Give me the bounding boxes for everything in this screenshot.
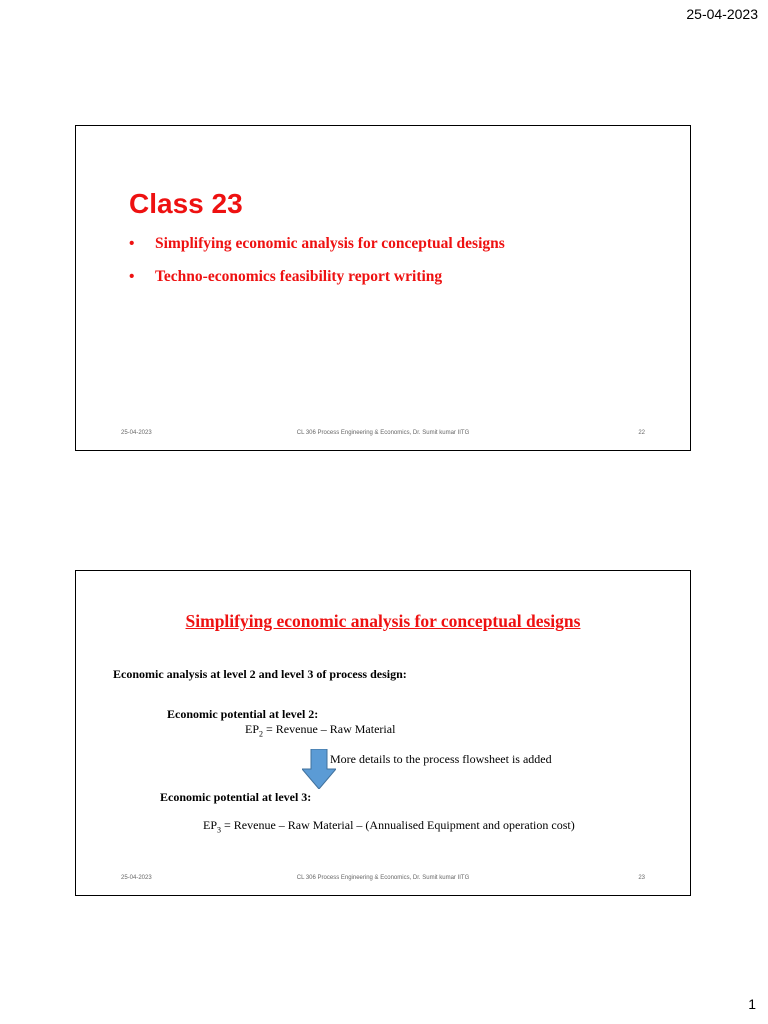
footer-course: CL 306 Process Engineering & Economics, Dr. Sumit kumar IITG	[296, 875, 470, 881]
arrow-note: More details to the process flowsheet is added	[330, 752, 552, 766]
ep3-expression: = Revenue – Raw Material – (Annualised Equipment and operation cost)	[221, 818, 575, 832]
bullet-icon: •	[129, 268, 135, 285]
bullet-icon: •	[129, 235, 135, 252]
slide-title: Simplifying economic analysis for conceptual designs	[185, 611, 581, 631]
bullet-item	[129, 268, 505, 286]
level3-heading: Economic potential at level 3:	[160, 790, 312, 804]
footer-date: 25-04-2023	[121, 430, 152, 436]
page-date: 25-04-2023	[686, 6, 758, 22]
slide-footer	[76, 875, 690, 885]
slide-title: Class 23	[129, 188, 243, 219]
bullet-item	[129, 235, 505, 253]
footer-slide-number: 23	[638, 875, 645, 881]
level2-heading: Economic potential at level 2:	[167, 707, 319, 721]
slide-23	[75, 570, 691, 896]
page-number: 1	[748, 996, 756, 1012]
ep2-subscript: 2	[259, 729, 264, 739]
ep2-symbol: EP	[245, 722, 260, 736]
ep2-equation	[245, 722, 395, 738]
slide-22	[75, 125, 691, 451]
ep2-expression: = Revenue – Raw Material	[263, 722, 396, 736]
footer-date: 25-04-2023	[121, 875, 152, 881]
bullet-text: Simplifying economic analysis for conceptual designs	[155, 235, 505, 252]
footer-course: CL 306 Process Engineering & Economics, Dr. Sumit kumar IITG	[296, 430, 470, 436]
ep3-symbol: EP	[203, 818, 218, 832]
footer-slide-number: 22	[638, 430, 645, 436]
ep3-equation	[203, 818, 575, 834]
bullet-list	[129, 235, 505, 301]
slide-footer	[76, 430, 690, 440]
ep3-subscript: 3	[217, 825, 222, 835]
intro-text: Economic analysis at level 2 and level 3 of process design:	[113, 667, 407, 681]
bullet-text: Techno-economics feasibility report writing	[155, 268, 443, 285]
